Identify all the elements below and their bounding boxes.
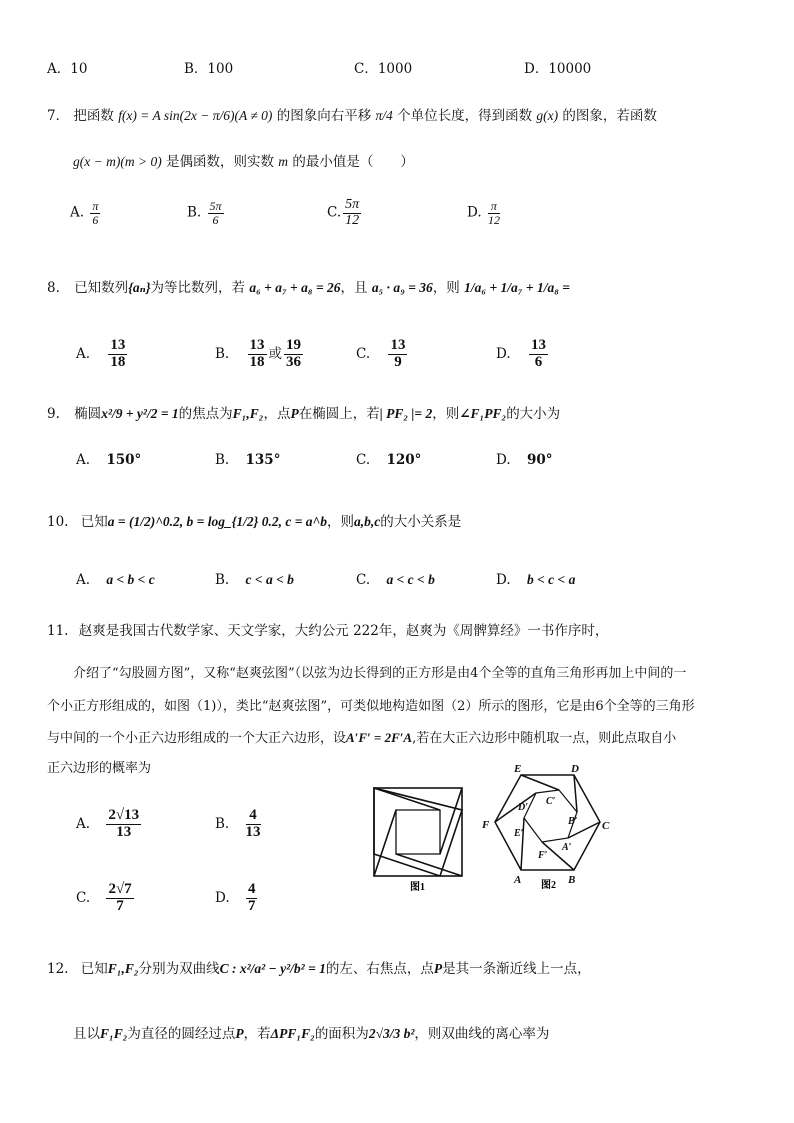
fraction [248,338,267,371]
numerator: 13 [530,337,546,353]
label-f: F [482,819,490,831]
denominator: 6 [92,212,99,227]
q7-text: 的图象向右平移 [276,108,372,124]
q9-point: P [290,406,299,421]
option-letter: A. [76,815,91,832]
q12-line1 [47,957,591,977]
option-letter: A. [70,204,85,221]
option-text: 100 [207,61,234,77]
q11-text: 赵爽是我国古代数学家、天文学家，大约公元 222年，赵爽为《周髀算经》一书作序时， [78,623,609,639]
numerator: 13 [390,337,406,353]
q7-shift: π/4 [375,108,393,123]
q12-triangle: ΔPF₁F₂ [270,1026,315,1041]
q8-equation-1: a₆ + a₇ + a₈ = 26 [249,280,341,295]
q9-text: 的焦点为 [178,406,233,422]
q12-segment: F₁F₂ [100,1026,128,1041]
q9-text: ，点 [263,406,291,422]
q12-text: 为直径的圆经过点 [127,1026,236,1042]
q7-function: f(x) = A sin(2x − π/6)(A ≠ 0) [118,108,273,123]
q11-condition: A′F′ = 2F′A [346,730,413,745]
option-letter: C. [76,889,91,906]
q10-text: ，则 [327,514,355,530]
denominator: 9 [394,353,402,370]
option-text: a < b < c [106,572,155,587]
option-text: a < c < b [386,572,435,587]
label-e-prime: E′ [514,828,524,839]
q10-variables: a,b,c [354,514,381,529]
q11-line2: 介绍了“勾股圆方图”，又称“赵爽弦图”（以弦为边长得到的正方形是由4个全等的直角三角形再加上中间的一 [73,666,687,681]
label-c: C [602,820,610,832]
option-letter: A. [76,572,91,588]
q12-text: 分别为双曲线 [138,961,220,977]
outer-hexagon [495,775,600,870]
question-number: 12. [47,961,69,977]
denominator: 36 [286,353,302,370]
figure-1-zhao-shuang-diagram [366,782,470,894]
q7-option-c [327,198,363,228]
q8-text: ，则 [432,280,460,296]
option-letter: C. [356,452,371,468]
q10-text: 的大小关系是 [380,514,462,530]
numerator: 2√7 [108,881,132,897]
option-letter: D. [215,889,230,906]
q7-text: 个单位长度，得到函数 [397,108,533,124]
q7-text: 的图象，若函数 [562,108,657,124]
option-letter: C. [356,345,371,362]
option-letter: D. [496,345,511,362]
q12-text: 的左、右焦点，点 [325,961,434,977]
fraction [106,808,141,841]
q10-line [47,510,461,530]
denominator: 18 [249,353,265,370]
q11-line5: 正六边形的概率为 [47,761,152,776]
option-text: 1000 [377,61,413,77]
q10-option-c [356,572,435,588]
q8-option-c [356,338,409,371]
q8-option-d [496,338,550,371]
numerator: 4 [246,808,261,825]
denominator: 7 [116,897,124,914]
option-letter: B. [215,815,230,832]
q7-line1 [47,104,657,124]
q9-text: 的大小为 [506,406,561,422]
option-letter: A． [47,61,71,77]
q7-m: m [278,154,289,169]
option-letter: B. [215,572,230,588]
numerator: 19 [286,337,302,353]
option-text: 90° [526,452,553,468]
q7-option-b [187,200,226,226]
option-letter: B. [215,345,230,362]
q9-option-c [356,452,421,468]
q7-option-a [70,200,102,226]
q9-option-b [215,452,280,468]
figure-2-caption: 图2 [541,880,556,891]
q9-text: 在椭圆上，若 [298,406,380,422]
fraction [284,338,303,371]
question-number: 10. [47,514,69,530]
q7-g-shifted: g(x − m)(m > 0) [73,154,162,169]
fraction [488,200,500,226]
q8-equation-2: a₅ · a₉ = 36 [371,280,433,295]
label-a: A [514,874,522,886]
q12-text: ，则双曲线的离心率为 [414,1026,550,1042]
q11-line3: 个小正方形组成的，如图（1)），类比“赵爽弦图”，可类似地构造如图（2）所示的图形，它是由6个全等的三角形 [47,699,695,714]
fraction [529,338,548,371]
numerator: 13 [110,337,126,353]
question-number: 8. [47,280,60,296]
q12-hyperbola-equation: C : x²/a² − y²/b² = 1 [219,961,326,976]
q7-line2 [73,150,414,170]
q11-option-c [76,882,136,915]
q11-line1 [47,619,608,639]
center-square [396,810,440,854]
q7-g: g(x) [536,108,559,123]
option-letter: A. [76,452,91,468]
figure-1-caption: 图1 [410,882,425,893]
q8-text: 为等比数列，若 [150,280,246,296]
q6-option-d [524,57,591,77]
denominator: 13 [116,823,132,840]
denominator: 18 [110,353,126,370]
q12-text: 且以 [73,1026,100,1042]
option-text: b < c < a [526,572,576,587]
q12-foci: F₁,F₂ [107,961,139,976]
term: 1/a₆ [464,280,487,295]
question-number: 11. [47,623,69,639]
option-letter: D． [524,61,549,77]
inner-square-outline [374,788,462,876]
numerator: π [92,199,99,213]
q8-option-a [76,338,129,371]
q6-option-a [47,57,87,77]
term: 1/a₇ [500,280,523,295]
q9-text: 椭圆 [74,406,102,422]
option-letter: B. [187,204,202,221]
q8-sequence: {aₙ} [128,280,151,295]
option-letter: D. [496,572,511,588]
option-text: c < a < b [245,572,294,587]
q10-text: 已知 [80,514,108,530]
q11-option-a [76,808,143,841]
q11-line4 [47,727,676,746]
q11-option-b [215,808,263,841]
fraction [246,808,261,841]
q8-expression: 1/a₆ + 1/a₇ + 1/a₈ = [464,280,570,295]
q9-angle: ∠F₁PF₂ [459,406,507,421]
fraction [388,338,407,371]
q9-foci: F₁,F₂ [232,406,264,421]
option-letter: B. [215,452,230,468]
q9-text: ，则 [432,406,460,422]
q12-line2 [73,1022,549,1042]
option-text: 10 [70,61,88,77]
q12-text: 是其一条渐近线上一点， [442,961,591,977]
label-c-prime: C′ [546,796,556,807]
label-b-prime: B′ [568,816,578,827]
q8-option-b [215,338,305,371]
q6-option-b [184,57,233,77]
q9-option-a [76,452,141,468]
q9-option-d [496,452,552,468]
q8-text: ，且 [340,280,368,296]
q6-option-c [354,57,412,77]
fraction [108,338,127,371]
option-letter: D. [467,204,482,221]
denominator: 7 [247,897,256,914]
q12-area: 2√3/3 b² [368,1026,415,1041]
q12-text: 的面积为 [314,1026,369,1042]
option-letter: C. [327,204,342,221]
q7-text: 是偶函数，则实数 [166,154,274,170]
or-text: 或 [268,345,283,362]
label-d: D [571,763,579,775]
option-letter: A. [76,345,91,362]
option-text: 135° [245,452,281,468]
option-letter: D. [496,452,511,468]
equals-sign: = [562,280,570,295]
q7-text: 的最小值是（ ） [292,154,414,170]
denominator: 6 [534,353,543,370]
option-letter: C. [356,572,371,588]
denominator: 12 [487,212,500,227]
q9-condition: | PF₂ |= 2 [379,406,433,421]
fraction [106,882,133,915]
fraction [90,200,100,226]
q8-text: 已知数列 [74,280,129,296]
fraction [343,198,361,228]
option-letter: C． [354,61,378,77]
label-d-prime: D′ [518,802,529,813]
figure-2-hexagon-diagram [478,760,618,895]
q7-option-d [467,200,502,226]
q12-point: P [235,1026,244,1041]
outer-square [374,788,462,876]
numerator: 5π [209,199,222,213]
q9-ellipse-equation: x²/9 + y²/2 = 1 [101,406,179,421]
fraction [246,882,258,915]
denominator: 12 [345,212,360,228]
term: 1/a₈ [536,280,559,295]
q8-line [47,276,570,296]
q11-text: 与中间的一个小正六边形组成的一个大正六边形，设 [47,731,347,746]
fraction [208,200,224,226]
q11-text: ,若在大正六边形中随机取一点，则此点取自小 [412,731,677,746]
option-text: 120° [386,452,422,468]
q12-text: ，若 [243,1026,271,1042]
option-letter: B． [184,61,208,77]
label-e: E [514,763,522,775]
numerator: π [488,200,500,214]
denominator: 13 [245,823,261,840]
q10-definitions: a = (1/2)^0.2, b = log_{1/2} 0.2, c = a^b [107,514,328,529]
label-f-prime: F′ [538,850,548,861]
label-b: B [568,874,576,886]
numerator: 4 [247,881,256,897]
question-number: 7． [47,108,70,124]
q9-line [47,402,560,422]
q10-option-b [215,572,294,588]
label-a-prime: A′ [562,842,572,853]
q12-point: P [433,961,443,976]
question-number: 9. [47,406,60,422]
numerator: 13 [249,337,265,353]
denominator: 6 [212,212,219,227]
option-text: 150° [106,452,142,468]
q11-option-d [215,882,259,915]
q10-option-a [76,572,155,588]
numerator: 2√13 [108,807,140,823]
q10-option-d [496,572,575,588]
numerator: 5π [345,197,360,212]
option-text: 10000 [548,61,592,77]
q12-text: 已知 [80,961,108,977]
q7-text: 把函数 [73,108,114,124]
